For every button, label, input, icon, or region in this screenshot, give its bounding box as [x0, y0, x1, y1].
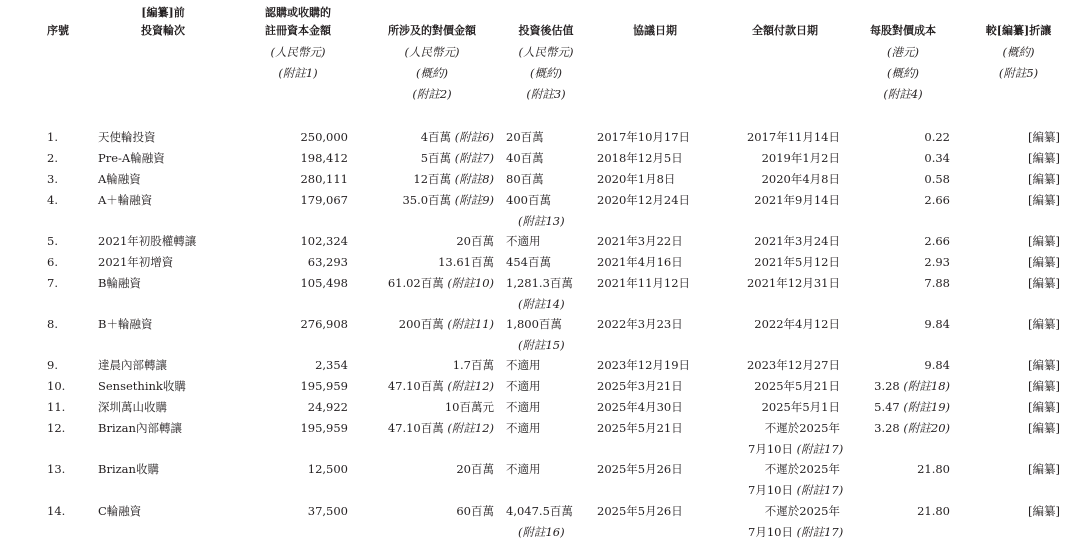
- row-cost-value: 5.47: [874, 400, 900, 414]
- row-consideration-amount: 61.02百萬: [387, 276, 444, 290]
- header-capital-line2: 註冊資本金額: [265, 24, 331, 37]
- row-valuation-amount: 80百萬: [506, 172, 544, 186]
- row-capital: 280,111: [300, 172, 348, 186]
- row-payment-date: 2017年11月14日: [746, 130, 840, 144]
- row-agreement-date: 2021年4月16日: [597, 255, 683, 269]
- row-seq: 1.: [47, 130, 58, 144]
- row-valuation: [506, 317, 562, 331]
- row-round: 深圳萬山收購: [98, 400, 167, 414]
- row-payment-date: 2022年4月12日: [754, 317, 840, 331]
- row-consideration: [360, 276, 494, 290]
- row-consideration-amount: 20百萬: [456, 234, 494, 248]
- row-capital: 179,067: [300, 193, 348, 207]
- row-discount: [編纂]: [1028, 130, 1060, 144]
- row-valuation-amount: 不適用: [506, 234, 541, 248]
- header-capital-unit: (人民幣元): [270, 45, 326, 59]
- row-payment-date: 2020年4月8日: [761, 172, 840, 186]
- row-consideration-amount: 35.0百萬: [402, 193, 452, 207]
- row-payment-date: 不遲於2025年: [764, 504, 840, 518]
- row-seq: 3.: [47, 172, 58, 186]
- row-seq: 10.: [47, 379, 66, 393]
- row-payment-note: (附註17): [792, 483, 844, 497]
- row-cost-note: (附註19): [899, 400, 950, 414]
- row-valuation-amount: 不適用: [506, 421, 541, 435]
- row-consideration-amount: 4百萬: [420, 130, 452, 144]
- header-valuation-note: (附註3): [526, 87, 566, 101]
- row-agreement-date: 2025年3月21日: [597, 379, 683, 393]
- row-payment-note: (附註17): [792, 525, 844, 539]
- row-consideration: [360, 255, 494, 269]
- header-cost-note: (附註4): [883, 87, 923, 101]
- row-consideration-amount: 10百萬元: [444, 400, 494, 414]
- row-capital: 195,959: [300, 421, 348, 435]
- row-valuation-amount: 不適用: [506, 358, 541, 372]
- row-consideration-amount: 47.10百萬: [387, 379, 444, 393]
- row-round: C輪融資: [98, 504, 142, 518]
- row-payment-date: 2021年12月31日: [746, 276, 840, 290]
- row-capital: 105,498: [300, 276, 348, 290]
- row-consideration-note: (附註11): [443, 317, 494, 331]
- row-agreement-date: 2020年12月24日: [597, 193, 691, 207]
- row-agreement-date: 2025年5月21日: [597, 421, 683, 435]
- row-discount: [編纂]: [1028, 421, 1060, 435]
- row-valuation-note: (附註15): [518, 338, 565, 352]
- row-payment-date: 不遲於2025年: [764, 421, 840, 435]
- row-capital: 102,324: [300, 234, 348, 248]
- row-valuation: [506, 151, 544, 165]
- row-valuation: [506, 172, 544, 186]
- row-seq: 2.: [47, 151, 58, 165]
- row-valuation-amount: 400百萬: [506, 193, 551, 207]
- row-valuation-amount: 1,800百萬: [506, 317, 562, 331]
- row-payment-date: 2019年1月2日: [761, 151, 840, 165]
- row-agreement-date: 2017年10月17日: [597, 130, 691, 144]
- row-consideration-note: (附註9): [451, 193, 494, 207]
- row-agreement-date: 2025年5月26日: [597, 504, 683, 518]
- row-agreement-date: 2023年12月19日: [597, 358, 691, 372]
- row-consideration-amount: 13.61百萬: [438, 255, 494, 269]
- row-consideration: [360, 193, 494, 207]
- row-discount: [編纂]: [1028, 504, 1060, 518]
- row-valuation: [506, 400, 541, 414]
- row-valuation-amount: 1,281.3百萬: [506, 276, 573, 290]
- row-valuation: [506, 421, 541, 435]
- header-consideration-unit: (人民幣元): [404, 45, 460, 59]
- row-seq: 5.: [47, 234, 58, 248]
- row-cost: [840, 193, 950, 207]
- header-capital-line1: 認購或收購的: [265, 6, 331, 19]
- row-cost: [840, 130, 950, 144]
- row-cost-value: 2.66: [924, 193, 950, 207]
- row-consideration-note: (附註6): [451, 130, 494, 144]
- row-round: Pre-A輪融資: [98, 151, 165, 165]
- row-valuation-note: (附註13): [518, 214, 565, 228]
- row-round: A＋輪融資: [98, 193, 153, 207]
- row-round: B＋輪融資: [98, 317, 153, 331]
- row-consideration-amount: 1.7百萬: [452, 358, 494, 372]
- row-payment-date: 2021年3月24日: [754, 234, 840, 248]
- row-agreement-date: 2021年3月22日: [597, 234, 683, 248]
- row-discount: [編纂]: [1028, 379, 1060, 393]
- row-payment-date-day: 7月10日: [748, 483, 793, 497]
- row-consideration-note: (附註12): [443, 379, 494, 393]
- row-seq: 11.: [47, 400, 66, 414]
- header-valuation: 投資後估值: [518, 24, 574, 37]
- row-seq: 8.: [47, 317, 58, 331]
- row-discount: [編纂]: [1028, 193, 1060, 207]
- row-round: 2021年初股權轉讓: [98, 234, 197, 248]
- row-payment-date-day: 7月10日: [748, 442, 793, 456]
- row-round: Sensethink收購: [98, 379, 186, 393]
- row-round: B輪融資: [98, 276, 141, 290]
- row-cost-value: 21.80: [917, 504, 950, 518]
- row-round: 2021年初增資: [98, 255, 174, 269]
- header-valuation-unit: (人民幣元): [518, 45, 574, 59]
- row-payment-date-day: 7月10日: [748, 525, 793, 539]
- header-cost-approx: (概約): [887, 66, 919, 80]
- row-round: 達晨內部轉讓: [98, 358, 167, 372]
- row-capital: 63,293: [307, 255, 348, 269]
- row-valuation: [506, 276, 573, 290]
- row-cost-value: 9.84: [924, 317, 950, 331]
- row-cost: [840, 421, 950, 435]
- row-payment-date: 2023年12月27日: [746, 358, 840, 372]
- row-discount: [編纂]: [1028, 462, 1060, 476]
- row-cost-value: 0.58: [924, 172, 950, 186]
- row-seq: 6.: [47, 255, 58, 269]
- row-agreement-date: 2025年4月30日: [597, 400, 683, 414]
- row-consideration-amount: 200百萬: [398, 317, 444, 331]
- row-seq: 12.: [47, 421, 66, 435]
- row-valuation: [506, 504, 573, 518]
- row-round: Brizan收購: [98, 462, 159, 476]
- header-round-line1: [編纂]前: [141, 6, 185, 19]
- header-consideration: 所涉及的對價金額: [388, 24, 476, 37]
- row-consideration: [360, 358, 494, 372]
- row-payment-date: 不遲於2025年: [764, 462, 840, 476]
- row-payment-date: 2025年5月21日: [754, 379, 840, 393]
- row-seq: 14.: [47, 504, 66, 518]
- header-agreement-date: 協議日期: [633, 24, 677, 37]
- row-seq: 7.: [47, 276, 58, 290]
- row-discount: [編纂]: [1028, 234, 1060, 248]
- row-cost: [840, 172, 950, 186]
- header-round-line2: 投資輪次: [141, 24, 185, 37]
- row-cost: [840, 400, 950, 414]
- row-consideration-note: (附註8): [451, 172, 494, 186]
- row-seq: 9.: [47, 358, 58, 372]
- row-consideration: [360, 379, 494, 393]
- row-payment-date: 2021年9月14日: [754, 193, 840, 207]
- row-agreement-date: 2021年11月12日: [597, 276, 691, 290]
- row-payment-date-line2: [748, 483, 843, 497]
- row-agreement-date: 2022年3月23日: [597, 317, 683, 331]
- row-consideration-amount: 20百萬: [456, 462, 494, 476]
- row-payment-date-line2: [748, 525, 843, 539]
- row-consideration: [360, 172, 494, 186]
- row-cost-value: 0.34: [924, 151, 950, 165]
- header-consideration-approx: (概約): [416, 66, 448, 80]
- row-valuation-amount: 4,047.5百萬: [506, 504, 573, 518]
- row-capital: 12,500: [307, 462, 348, 476]
- row-consideration: [360, 400, 494, 414]
- row-cost: [840, 317, 950, 331]
- header-discount-approx: (概約): [1002, 45, 1035, 59]
- row-capital: 250,000: [300, 130, 348, 144]
- row-consideration-amount: 60百萬: [456, 504, 494, 518]
- row-discount: [編纂]: [1028, 172, 1060, 186]
- row-discount: [編纂]: [1028, 276, 1060, 290]
- row-valuation-amount: 不適用: [506, 462, 541, 476]
- header-cost-unit: (港元): [887, 45, 919, 59]
- header-payment-date: 全額付款日期: [752, 24, 818, 37]
- row-cost-value: 2.66: [924, 234, 950, 248]
- row-cost-value: 3.28: [874, 379, 900, 393]
- row-cost-note: (附註20): [899, 421, 950, 435]
- row-valuation: [506, 462, 541, 476]
- row-seq: 4.: [47, 193, 58, 207]
- row-capital: 2,354: [315, 358, 348, 372]
- header-valuation-approx: (概約): [530, 66, 562, 80]
- row-valuation-amount: 不適用: [506, 379, 541, 393]
- row-payment-note: (附註17): [792, 442, 844, 456]
- row-cost-note: (附註18): [899, 379, 950, 393]
- row-capital: 37,500: [307, 504, 348, 518]
- row-cost: [840, 358, 950, 372]
- row-valuation-amount: 454百萬: [506, 255, 551, 269]
- row-discount: [編纂]: [1028, 400, 1060, 414]
- row-cost: [840, 151, 950, 165]
- row-valuation-amount: 40百萬: [506, 151, 544, 165]
- row-cost: [840, 462, 950, 476]
- row-valuation: [506, 379, 541, 393]
- row-cost: [840, 504, 950, 518]
- row-round: 天使輪投資: [98, 130, 156, 144]
- row-consideration-note: (附註7): [451, 151, 494, 165]
- row-payment-date: 2025年5月1日: [761, 400, 840, 414]
- row-consideration: [360, 234, 494, 248]
- row-consideration-note: (附註12): [443, 421, 494, 435]
- row-consideration-note: (附註10): [443, 276, 494, 290]
- row-cost: [840, 379, 950, 393]
- row-cost: [840, 276, 950, 290]
- row-cost-value: 3.28: [874, 421, 900, 435]
- row-cost: [840, 234, 950, 248]
- row-consideration-amount: 12百萬: [413, 172, 452, 186]
- header-discount: 較[編纂]折讓: [985, 24, 1052, 37]
- header-discount-note: (附註5): [998, 66, 1039, 80]
- row-valuation: [506, 234, 541, 248]
- row-discount: [編纂]: [1028, 255, 1060, 269]
- row-cost: [840, 255, 950, 269]
- row-consideration: [360, 317, 494, 331]
- row-consideration-amount: 47.10百萬: [387, 421, 444, 435]
- row-cost-value: 2.93: [924, 255, 950, 269]
- header-capital-note: (附註1): [278, 66, 318, 80]
- row-round: Brizan內部轉讓: [98, 421, 182, 435]
- row-discount: [編纂]: [1028, 151, 1060, 165]
- row-valuation: [506, 358, 541, 372]
- row-consideration-amount: 5百萬: [420, 151, 452, 165]
- row-agreement-date: 2018年12月5日: [597, 151, 683, 165]
- row-valuation-note: (附註16): [518, 525, 565, 539]
- row-valuation: [506, 193, 551, 207]
- row-seq: 13.: [47, 462, 66, 476]
- row-capital: 198,412: [300, 151, 348, 165]
- row-consideration: [360, 130, 494, 144]
- header-seq: 序號: [47, 24, 69, 37]
- row-cost-value: 7.88: [924, 276, 950, 290]
- row-cost-value: 0.22: [924, 130, 950, 144]
- row-capital: 24,922: [307, 400, 348, 414]
- row-payment-date: 2021年5月12日: [754, 255, 840, 269]
- row-payment-date-line2: [748, 442, 843, 456]
- row-consideration: [360, 462, 494, 476]
- row-valuation: [506, 130, 544, 144]
- row-capital: 276,908: [300, 317, 348, 331]
- row-cost-value: 9.84: [924, 358, 950, 372]
- row-discount: [編纂]: [1028, 358, 1060, 372]
- row-capital: 195,959: [300, 379, 348, 393]
- row-consideration: [360, 421, 494, 435]
- row-valuation-note: (附註14): [518, 297, 565, 311]
- header-cost: 每股對價成本: [870, 24, 936, 37]
- header-consideration-note: (附註2): [412, 87, 452, 101]
- row-consideration: [360, 151, 494, 165]
- row-agreement-date: 2025年5月26日: [597, 462, 683, 476]
- row-discount: [編纂]: [1028, 317, 1060, 331]
- row-valuation: [506, 255, 551, 269]
- row-valuation-amount: 20百萬: [506, 130, 544, 144]
- row-agreement-date: 2020年1月8日: [597, 172, 676, 186]
- row-valuation-amount: 不適用: [506, 400, 541, 414]
- row-round: A輪融資: [98, 172, 141, 186]
- row-cost-value: 21.80: [917, 462, 950, 476]
- row-consideration: [360, 504, 494, 518]
